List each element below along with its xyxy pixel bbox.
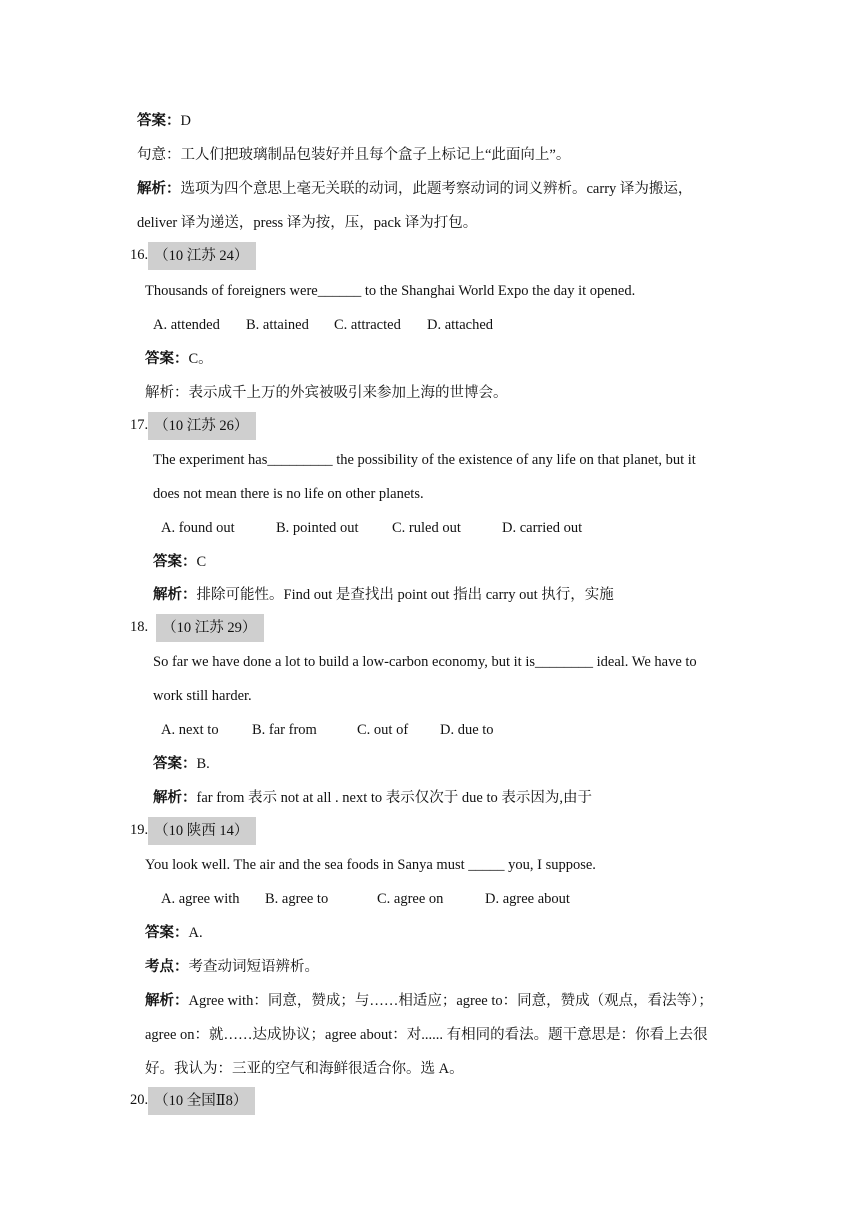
option-a: A. next to xyxy=(161,722,219,738)
meaning-line-15 xyxy=(137,145,570,165)
answer-label: 答案： xyxy=(137,113,181,129)
answer-value: A. xyxy=(188,925,203,941)
point-label: 考点： xyxy=(145,959,189,975)
answer-label: 答案： xyxy=(153,554,197,570)
question-source: （10 江苏 29） xyxy=(156,614,264,642)
answer-label: 答案： xyxy=(153,756,197,772)
analysis-line-2: agree on：就……达成协议；agree about：对...... 有相同的看法。题干意思是：你看上去很 xyxy=(145,1027,708,1043)
question-stem-line1: So far we have done a lot to build a low-carbon economy, but it is________ ideal. We have to xyxy=(153,654,697,670)
question-number: 18. xyxy=(130,619,149,636)
question-source: （10 陕西 14） xyxy=(148,817,256,845)
point-line xyxy=(145,957,319,977)
option-b: B. agree to xyxy=(265,891,329,907)
analysis-line: 解析：表示成千上万的外宾被吸引来参加上海的世博会。 xyxy=(145,385,508,401)
option-d: D. attached xyxy=(427,317,494,333)
option-b: B. attained xyxy=(246,317,309,333)
answer-label: 答案： xyxy=(145,925,189,941)
question-header-20 xyxy=(130,1087,255,1115)
question-header-16 xyxy=(130,242,256,270)
analysis-line-15b: deliver 译为递送，press 译为按，压，pack 译为打包。 xyxy=(137,215,478,231)
question-stem-line1: The experiment has_________ the possibility of the existence of any life on that planet, but it xyxy=(153,452,696,468)
answer-label: 答案： xyxy=(145,351,189,367)
question-header-19 xyxy=(130,817,256,845)
question-number: 16. xyxy=(130,247,149,264)
option-c: C. attracted xyxy=(334,317,401,333)
question-number: 19. xyxy=(130,822,149,839)
question-number: 17. xyxy=(130,417,149,434)
point-text: 考查动词短语辨析。 xyxy=(188,959,319,975)
answer-value: C xyxy=(196,554,207,570)
analysis-line-15a xyxy=(137,179,692,199)
option-c: C. out of xyxy=(357,722,409,738)
question-header-18 xyxy=(130,614,264,642)
question-stem-line2: work still harder. xyxy=(153,688,252,704)
answer-line xyxy=(153,552,206,572)
option-a: A. agree with xyxy=(161,891,240,907)
answer-line xyxy=(145,349,213,369)
analysis-text: Agree with：同意，赞成；与……相适应；agree to：同意，赞成（观点，看法等）； xyxy=(188,993,713,1009)
question-number: 20. xyxy=(130,1092,149,1109)
question-source: （10 江苏 24） xyxy=(148,242,256,270)
question-stem: You look well. The air and the sea foods in Sanya must _____ you, I suppose. xyxy=(145,857,596,873)
answer-value: B. xyxy=(196,756,210,772)
question-stem-line2: does not mean there is no life on other planets. xyxy=(153,486,424,502)
question-header-17 xyxy=(130,412,256,440)
answer-line xyxy=(153,754,210,774)
analysis-line-1 xyxy=(145,991,713,1011)
option-d: D. due to xyxy=(440,722,494,738)
analysis-line-3: 好。我认为：三亚的空气和海鲜很适合你。选 A。 xyxy=(145,1061,464,1077)
analysis-line xyxy=(153,788,592,808)
meaning-text: 工人们把玻璃制品包装好并且每个盒子上标记上“此面向上”。 xyxy=(180,147,571,163)
analysis-line xyxy=(153,585,614,605)
option-d: D. agree about xyxy=(485,891,570,907)
answer-value: D xyxy=(180,113,191,129)
analysis-label: 解析： xyxy=(145,993,189,1009)
option-c: C. ruled out xyxy=(392,520,461,536)
meaning-label: 句意： xyxy=(137,147,181,163)
answer-line xyxy=(145,923,203,943)
option-d: D. carried out xyxy=(502,520,583,536)
question-source: （10 江苏 26） xyxy=(148,412,256,440)
analysis-label: 解析： xyxy=(153,587,197,603)
option-c: C. agree on xyxy=(377,891,444,907)
option-b: B. far from xyxy=(252,722,317,738)
answer-line-15 xyxy=(137,111,191,131)
analysis-label: 解析： xyxy=(137,181,181,197)
answer-value: C。 xyxy=(188,351,213,367)
option-a: A. attended xyxy=(153,317,220,333)
option-a: A. found out xyxy=(161,520,235,536)
question-stem: Thousands of foreigners were______ to the Shanghai World Expo the day it opened. xyxy=(145,283,636,299)
analysis-text: 选项为四个意思上毫无关联的动词，此题考察动词的词义辨析。carry 译为搬运， xyxy=(180,181,693,197)
analysis-text: far from 表示 not at all . next to 表示仅次于 due to 表示因为,由于 xyxy=(196,790,592,806)
analysis-text: 排除可能性。Find out 是查找出 point out 指出 carry out 执行，实施 xyxy=(196,587,614,603)
analysis-label: 解析： xyxy=(153,790,197,806)
question-source: （10 全国Ⅱ8） xyxy=(148,1087,255,1115)
option-b: B. pointed out xyxy=(276,520,359,536)
